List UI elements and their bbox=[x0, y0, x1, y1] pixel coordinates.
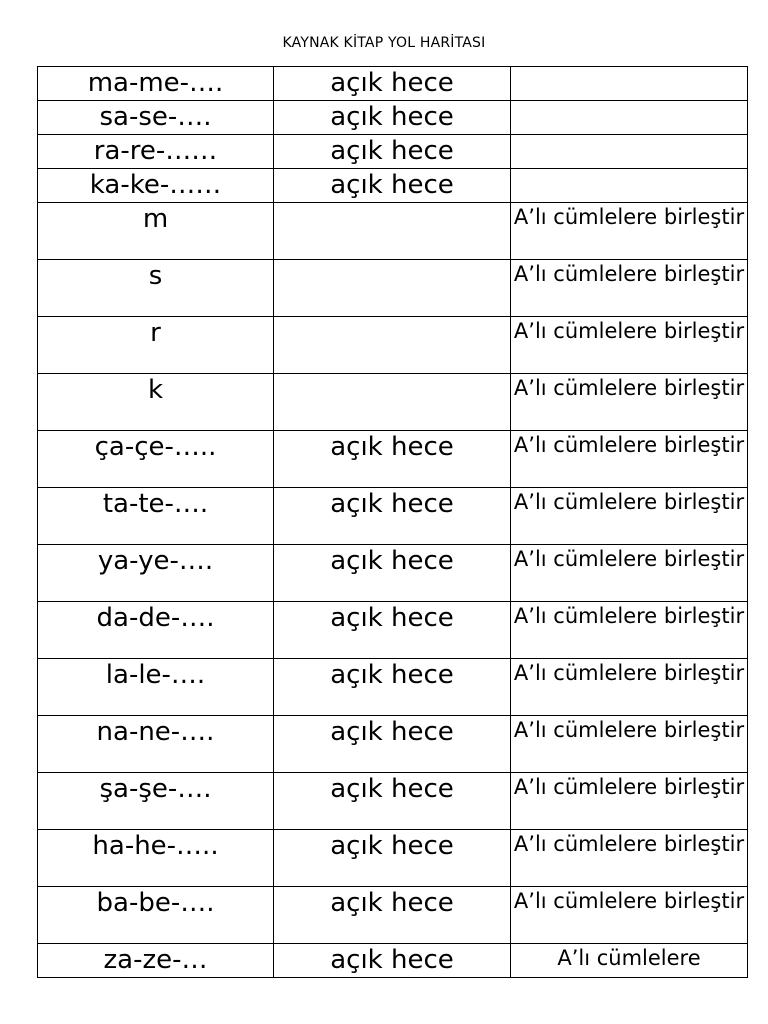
type-cell bbox=[274, 203, 511, 260]
table-row bbox=[38, 67, 748, 101]
note-text: A’lı cümlelere birleştir bbox=[513, 376, 745, 400]
syllable-cell bbox=[38, 317, 274, 374]
syllable-text: k bbox=[147, 375, 164, 405]
syllable-text: za-ze-… bbox=[103, 945, 208, 975]
syllable-text: m bbox=[142, 204, 169, 234]
syllable-text: r bbox=[150, 318, 161, 348]
table-row bbox=[38, 169, 748, 203]
syllable-cell bbox=[38, 101, 274, 135]
note-text: A’lı cümlelere birleştir bbox=[513, 832, 745, 856]
type-text: açık hece bbox=[330, 136, 454, 166]
type-text: açık hece bbox=[330, 660, 454, 690]
syllable-cell bbox=[38, 374, 274, 431]
table-row bbox=[38, 773, 748, 830]
note-cell bbox=[511, 545, 748, 602]
syllable-text: ha-he-….. bbox=[92, 831, 219, 861]
table-row bbox=[38, 830, 748, 887]
syllable-cell bbox=[38, 944, 274, 978]
note-cell bbox=[511, 773, 748, 830]
type-text: açık hece bbox=[330, 774, 454, 804]
syllable-cell bbox=[38, 203, 274, 260]
table-row bbox=[38, 260, 748, 317]
syllable-text: ta-te-…. bbox=[102, 489, 209, 519]
syllable-cell bbox=[38, 716, 274, 773]
table-row bbox=[38, 101, 748, 135]
syllable-cell bbox=[38, 260, 274, 317]
type-text: açık hece bbox=[330, 603, 454, 633]
note-cell bbox=[511, 887, 748, 944]
type-text: açık hece bbox=[330, 102, 454, 132]
note-text: A’lı cümlelere birleştir bbox=[513, 547, 745, 571]
syllable-text: ça-çe-….. bbox=[94, 432, 217, 462]
table-row bbox=[38, 431, 748, 488]
note-cell bbox=[511, 944, 748, 978]
table-row bbox=[38, 203, 748, 260]
note-cell bbox=[511, 317, 748, 374]
type-cell bbox=[274, 169, 511, 203]
syllable-cell bbox=[38, 602, 274, 659]
type-cell bbox=[274, 602, 511, 659]
type-cell bbox=[274, 545, 511, 602]
syllable-text: ma-me-…. bbox=[87, 68, 224, 98]
syllable-text: sa-se-…. bbox=[99, 102, 212, 132]
type-text: açık hece bbox=[330, 945, 454, 975]
type-cell bbox=[274, 317, 511, 374]
syllable-cell bbox=[38, 135, 274, 169]
table-row bbox=[38, 944, 748, 978]
syllable-text: na-ne-…. bbox=[96, 717, 215, 747]
note-cell bbox=[511, 659, 748, 716]
type-text: açık hece bbox=[330, 170, 454, 200]
note-cell bbox=[511, 169, 748, 203]
syllable-cell bbox=[38, 887, 274, 944]
type-cell bbox=[274, 135, 511, 169]
note-text: A’lı cümlelere birleştir bbox=[513, 604, 745, 628]
type-text: açık hece bbox=[330, 831, 454, 861]
type-text: açık hece bbox=[330, 432, 454, 462]
syllable-text: s bbox=[148, 261, 163, 291]
syllable-text: la-le-…. bbox=[105, 660, 206, 690]
syllable-cell bbox=[38, 67, 274, 101]
note-cell bbox=[511, 203, 748, 260]
note-cell bbox=[511, 374, 748, 431]
note-cell bbox=[511, 602, 748, 659]
syllable-cell bbox=[38, 169, 274, 203]
syllable-cell bbox=[38, 830, 274, 887]
type-cell bbox=[274, 67, 511, 101]
table-row bbox=[38, 374, 748, 431]
note-cell bbox=[511, 101, 748, 135]
table-row bbox=[38, 545, 748, 602]
note-text: A’lı cümlelere bbox=[557, 946, 701, 970]
note-text: A’lı cümlelere birleştir bbox=[513, 718, 745, 742]
note-cell bbox=[511, 830, 748, 887]
syllable-text: ba-be-…. bbox=[96, 888, 215, 918]
note-text: A’lı cümlelere birleştir bbox=[513, 262, 745, 286]
type-cell bbox=[274, 659, 511, 716]
type-text: açık hece bbox=[330, 717, 454, 747]
table-row bbox=[38, 135, 748, 169]
syllable-cell bbox=[38, 431, 274, 488]
type-cell bbox=[274, 944, 511, 978]
type-cell bbox=[274, 374, 511, 431]
syllable-text: ka-ke-…… bbox=[89, 170, 222, 200]
table-row bbox=[38, 317, 748, 374]
syllable-cell bbox=[38, 488, 274, 545]
type-cell bbox=[274, 830, 511, 887]
syllable-text: da-de-…. bbox=[96, 603, 215, 633]
note-text: A’lı cümlelere birleştir bbox=[513, 490, 745, 514]
syllable-cell bbox=[38, 773, 274, 830]
syllable-text: ya-ye-…. bbox=[97, 546, 214, 576]
page-title: KAYNAK KİTAP YOL HARİTASI bbox=[282, 35, 486, 51]
note-cell bbox=[511, 135, 748, 169]
type-text: açık hece bbox=[330, 489, 454, 519]
table-row bbox=[38, 887, 748, 944]
syllable-text: ra-re-…… bbox=[93, 136, 218, 166]
note-cell bbox=[511, 431, 748, 488]
type-cell bbox=[274, 101, 511, 135]
note-text: A’lı cümlelere birleştir bbox=[513, 433, 745, 457]
syllable-cell bbox=[38, 545, 274, 602]
table-row bbox=[38, 659, 748, 716]
note-text: A’lı cümlelere birleştir bbox=[513, 889, 745, 913]
type-cell bbox=[274, 887, 511, 944]
table-row bbox=[38, 716, 748, 773]
note-text: A’lı cümlelere birleştir bbox=[513, 319, 745, 343]
note-text: A’lı cümlelere birleştir bbox=[513, 775, 745, 799]
syllable-cell bbox=[38, 659, 274, 716]
note-text: A’lı cümlelere birleştir bbox=[513, 661, 745, 685]
type-text: açık hece bbox=[330, 888, 454, 918]
type-cell bbox=[274, 431, 511, 488]
type-text: açık hece bbox=[330, 546, 454, 576]
note-cell bbox=[511, 488, 748, 545]
note-text: A’lı cümlelere birleştir bbox=[513, 205, 745, 229]
table-row bbox=[38, 602, 748, 659]
note-cell bbox=[511, 67, 748, 101]
note-cell bbox=[511, 716, 748, 773]
syllable-text: şa-şe-…. bbox=[99, 774, 212, 804]
roadmap-table bbox=[37, 66, 748, 978]
note-cell bbox=[511, 260, 748, 317]
table-row bbox=[38, 488, 748, 545]
type-cell bbox=[274, 773, 511, 830]
type-text: açık hece bbox=[330, 68, 454, 98]
type-cell bbox=[274, 716, 511, 773]
type-cell bbox=[274, 260, 511, 317]
type-cell bbox=[274, 488, 511, 545]
